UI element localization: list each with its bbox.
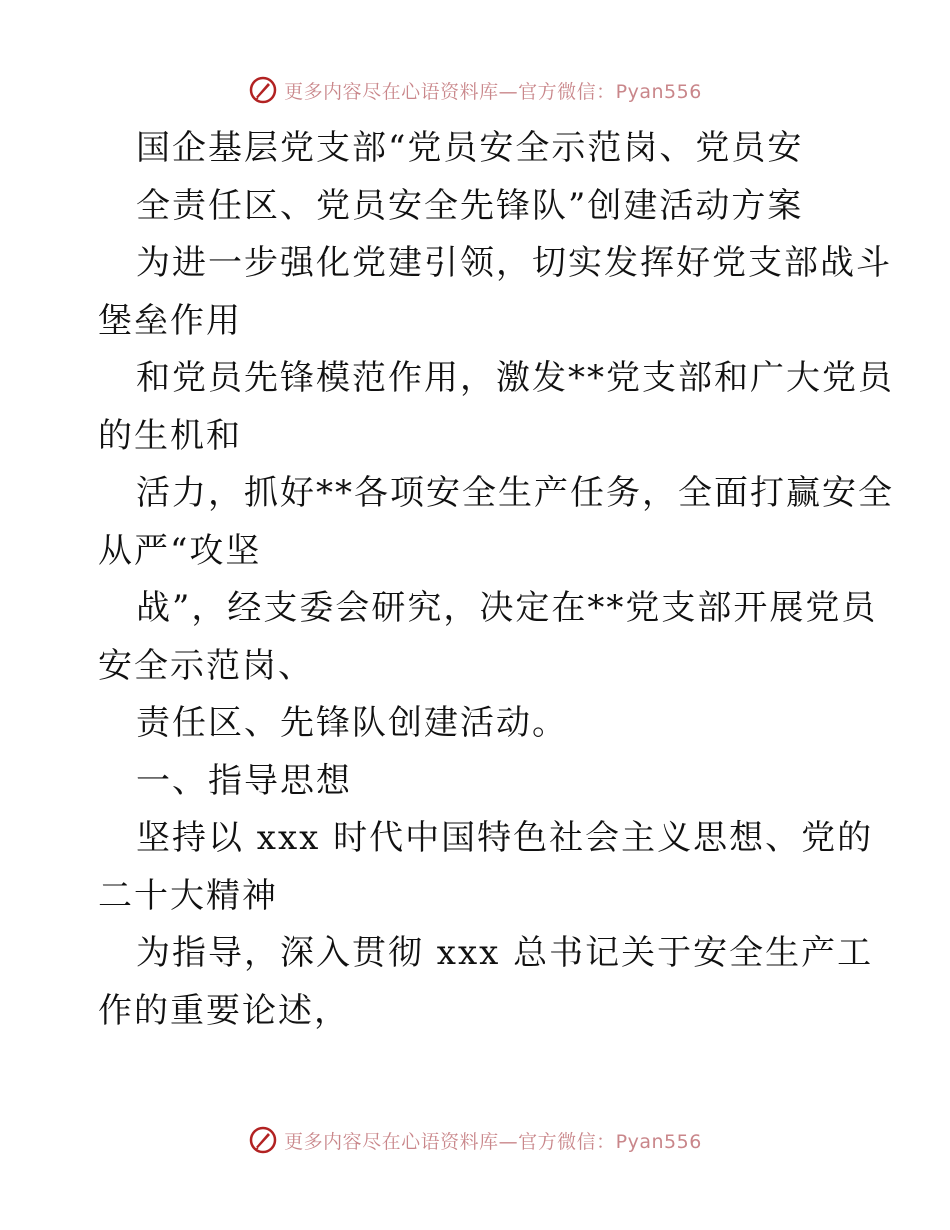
paragraph-line: 活力，抓好**各项安全生产任务，全面打赢安全 bbox=[136, 473, 894, 513]
feather-pen-logo-icon bbox=[248, 1125, 278, 1155]
header-banner bbox=[0, 72, 950, 108]
paragraph-line: 为进一步强化党建引领，切实发挥好党支部战斗 bbox=[136, 243, 892, 283]
paragraph-line: 二十大精神 bbox=[98, 875, 278, 916]
footer-banner-text: 更多内容尽在心语资料库—官方微信：Pyan556 bbox=[284, 1130, 702, 1153]
section-heading: 一、指导思想 bbox=[136, 760, 352, 801]
paragraph-line: 战”，经支委会研究，决定在**党支部开展党员 bbox=[136, 588, 878, 628]
paragraph-line: 责任区、先锋队创建活动。 bbox=[136, 703, 568, 743]
document-body bbox=[98, 120, 894, 1040]
paragraph-line: 作的重要论述， bbox=[98, 990, 350, 1031]
paragraph-line: 为指导，深入贯彻 xxx 总书记关于安全生产工 bbox=[136, 933, 874, 973]
paragraph-line: 堡垒作用 bbox=[98, 300, 242, 341]
paragraph-line: 的生机和 bbox=[98, 415, 242, 456]
feather-pen-logo-icon bbox=[248, 75, 278, 105]
document-title-line-2: 全责任区、党员安全先锋队”创建活动方案 bbox=[136, 185, 804, 226]
footer-banner bbox=[0, 1122, 950, 1158]
document-title-line-1: 国企基层党支部“党员安全示范岗、党员安 bbox=[136, 128, 804, 168]
paragraph-line: 坚持以 xxx 时代中国特色社会主义思想、党的 bbox=[136, 818, 874, 858]
paragraph-line: 和党员先锋模范作用，激发**党支部和广大党员 bbox=[136, 358, 894, 398]
paragraph-line: 从严“攻坚 bbox=[98, 530, 262, 571]
paragraph-line: 安全示范岗、 bbox=[98, 645, 314, 686]
header-banner-text: 更多内容尽在心语资料库—官方微信：Pyan556 bbox=[284, 80, 702, 103]
